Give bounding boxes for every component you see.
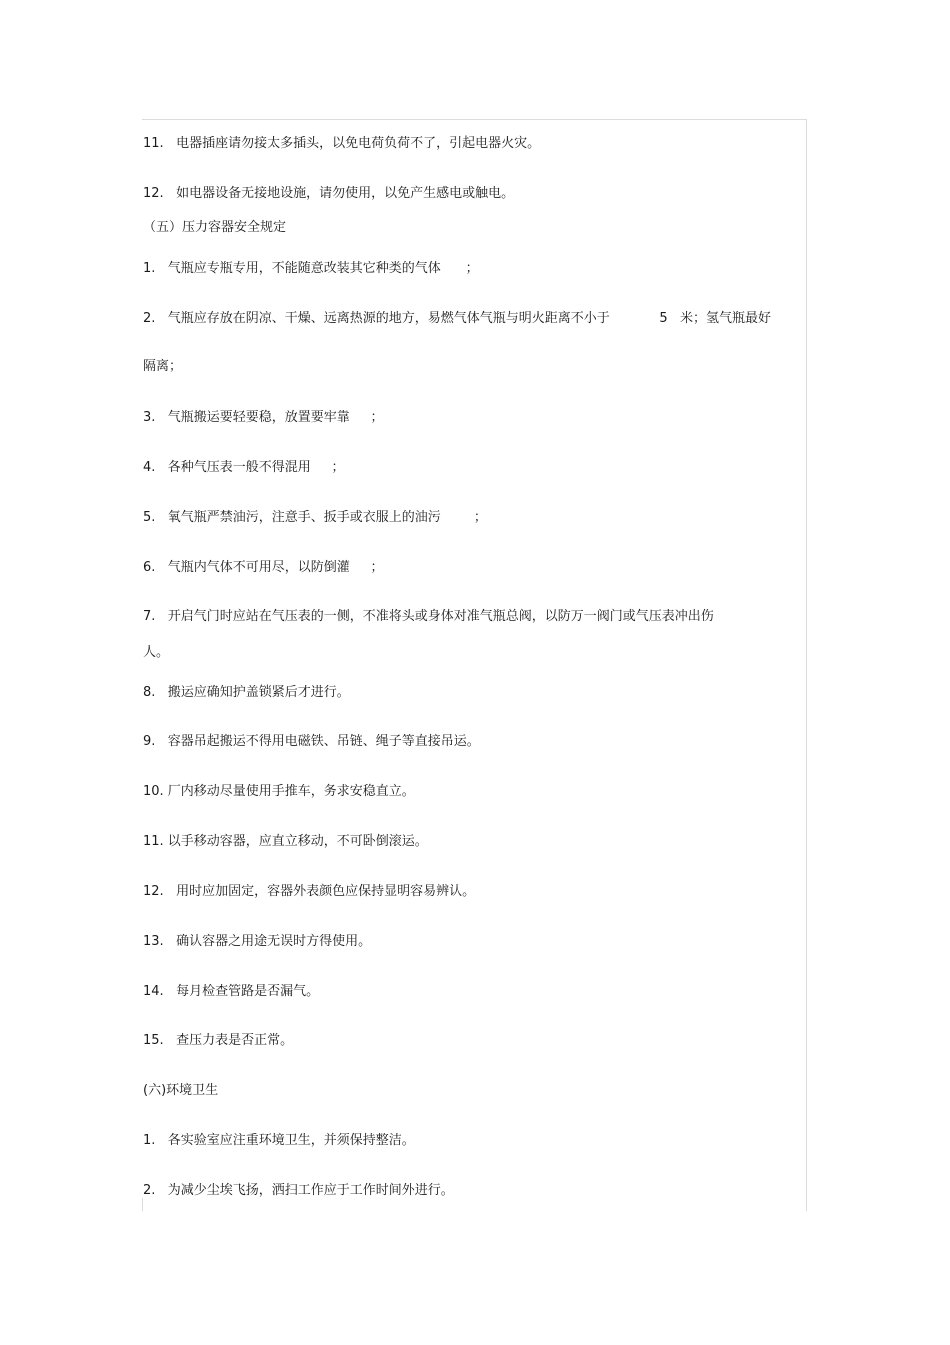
- page-frame-top-border: [142, 119, 807, 120]
- rule-electrical-11: 11. 电器插座请勿接太多插头，以免电荷负荷不了，引起电器火灾。: [143, 136, 541, 151]
- rule-pressure-3: 3. 气瓶搬运要轻要稳，放置要牢靠 ；: [143, 410, 384, 425]
- section-heading-pressure-vessels: （五）压力容器安全规定: [143, 220, 287, 235]
- rule-pressure-14: 14. 每月检查管路是否漏气。: [143, 984, 320, 999]
- rule-pressure-7: 7. 开启气门时应站在气压表的一侧，不准将头或身体对准气瓶总阀，以防万一阀门或气压表冲出伤: [143, 609, 714, 624]
- rule-pressure-1: 1. 气瓶应专瓶专用，不能随意改装其它种类的气体 ；: [143, 261, 479, 276]
- rule-pressure-11: 11. 以手移动容器，应直立移动，不可卧倒滚运。: [143, 834, 428, 849]
- rule-hygiene-1: 1. 各实验室应注重环境卫生，并须保持整洁。: [143, 1133, 415, 1148]
- rule-pressure-2: 2. 气瓶应存放在阴凉、干燥、远离热源的地方，易燃气体气瓶与明火距离不小于 5 米；氢气瓶最好: [143, 311, 772, 326]
- rule-pressure-4: 4. 各种气压表一般不得混用 ；: [143, 460, 345, 475]
- rule-pressure-6: 6. 气瓶内气体不可用尽，以防倒灌 ；: [143, 560, 384, 575]
- rule-electrical-12: 12. 如电器设备无接地设施，请勿使用，以免产生感电或触电。: [143, 186, 515, 201]
- rule-pressure-2-continued: 隔离；: [143, 359, 183, 374]
- rule-pressure-9: 9. 容器吊起搬运不得用电磁铁、吊链、绳子等直接吊运。: [143, 734, 480, 749]
- rule-hygiene-2: 2. 为减少尘埃飞扬，洒扫工作应于工作时间外进行。: [143, 1183, 454, 1198]
- rule-pressure-5: 5. 氧气瓶严禁油污，注意手、扳手或衣服上的油污 ；: [143, 510, 487, 525]
- rule-pressure-7-continued: 人。: [143, 645, 170, 660]
- rule-pressure-13: 13. 确认容器之用途无误时方得使用。: [143, 934, 372, 949]
- rule-pressure-10: 10. 厂内移动尽量使用手推车，务求安稳直立。: [143, 784, 415, 799]
- section-heading-environmental-hygiene: (六)环境卫生: [143, 1083, 219, 1098]
- rule-pressure-12: 12. 用时应加固定，容器外表颜色应保持显明容易辨认。: [143, 884, 476, 899]
- rule-pressure-8: 8. 搬运应确知护盖锁紧后才进行。: [143, 685, 350, 700]
- rule-pressure-15: 15. 查压力表是否正常。: [143, 1033, 294, 1048]
- page-frame-right-border: [806, 119, 807, 1211]
